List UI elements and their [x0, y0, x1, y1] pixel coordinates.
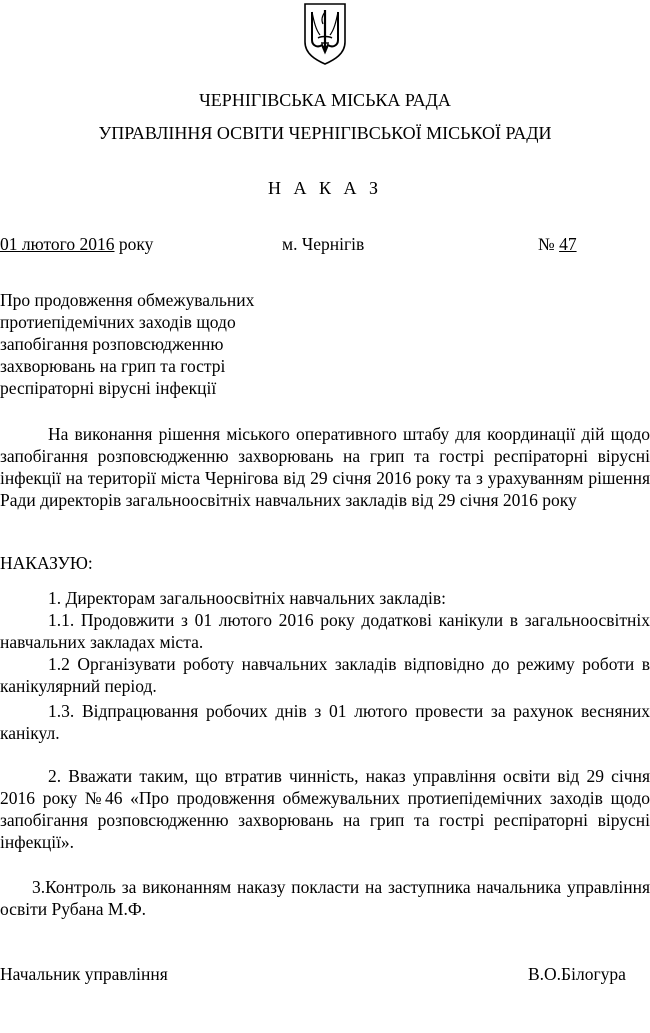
order-subject	[0, 289, 320, 399]
order-date-suffix: року	[118, 234, 154, 254]
subject-line: Про продовження обмежувальних	[0, 290, 255, 310]
preamble-paragraph: На виконання рішення міського оперативного штабу для координації дій щодо запобігання розповсюдженню захворювань на грип та гострі респіраторні вірусні інфекції на території міста Чернігова від 29 січня 2016 року та з урахуванням рішення Ради директорів загальноосвітніх навчальних закладів від 29 січня 2016 року	[0, 424, 650, 510]
item-1-2: 1.2 Організувати роботу навчальних закладів відповідно до режиму роботи в канікулярний період.	[0, 654, 650, 696]
document-title: Н А К А З	[267, 178, 383, 198]
item-1-1: 1.1. Продовжити з 01 лютого 2016 року додаткові канікули в загальноосвітніх навчальних закладах міста.	[0, 610, 650, 652]
department-name: УПРАВЛІННЯ ОСВІТИ ЧЕРНІГІВСЬКОЇ МІСЬКОЇ РАДИ	[98, 123, 552, 143]
order-date	[0, 234, 153, 255]
item-1-3: 1.3. Відпрацювання робочих днів з 01 лютого провести за рахунок весняних канікул.	[0, 701, 650, 743]
item-1: 1. Директорам загальноосвітніх навчальних закладів:	[48, 588, 447, 608]
order-number-label: №	[538, 234, 555, 254]
item-2: 2. Вважати таким, що втратив чинність, наказ управління освіти від 29 січня 2016 року №46 «Про продовження обмежувальних протиепідемічних заходів щодо запобігання розповсюдженню захворювань на грип та гострі респіраторні вірусні інфекції».	[0, 766, 650, 852]
council-name: ЧЕРНІГІВСЬКА МІСЬКА РАДА	[199, 90, 451, 110]
item-3: 3.Контроль за виконанням наказу покласти на заступника начальника управління освіти Рубана М.Ф.	[0, 877, 650, 919]
subject-line: респіраторні вірусні інфекції	[0, 378, 217, 398]
order-date-value: 01 лютого 2016	[0, 234, 115, 254]
subject-line: протиепідемічних заходів щодо	[0, 312, 236, 332]
order-word: НАКАЗУЮ:	[0, 553, 93, 573]
order-number	[538, 234, 577, 255]
trident-coat-of-arms-icon	[302, 2, 348, 66]
subject-line: захворювань на грип та гострі	[0, 356, 226, 376]
signature-position: Начальник управління	[0, 964, 168, 984]
order-city: м. Чернігів	[282, 234, 365, 254]
order-number-value: 47	[559, 234, 577, 254]
signature-name: В.О.Білогура	[528, 964, 626, 984]
subject-line: запобігання розповсюдженню	[0, 334, 224, 354]
